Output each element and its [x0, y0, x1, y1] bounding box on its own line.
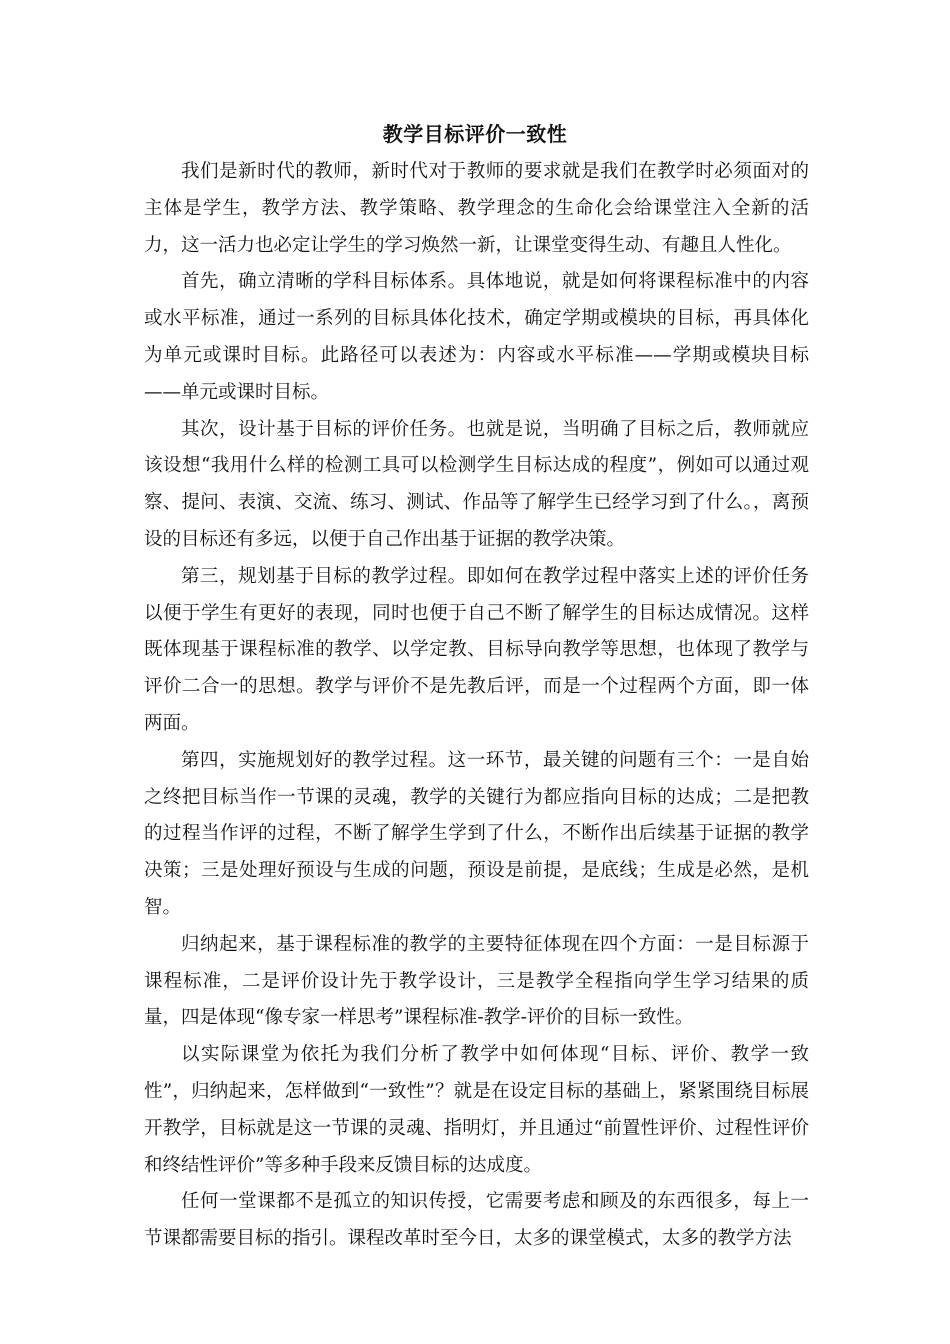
paragraph-third-step: 第三，规划基于目标的教学过程。即如何在教学过程中落实上述的评价任务以便于学生有更好的表现，同时也便于自己不断了解学生的目标达成情况。这样既体现基于课程标准的教学、以学定教、目标导向教学等思想，也体现了教学与评价二合一的思想。教学与评价不是先教后评，而是一个过程两个方面，即一体两面。 [144, 565, 809, 734]
paragraph-second-step: 其次，设计基于目标的评价任务。也就是说，当明确了目标之后，教师就应该设想“我用什么样的检测工具可以检测学生目标达成的程度”，例如可以通过观察、提问、表演、交流、练习、测试、作品等了解学生已经学习到了什么。，离预设的目标还有多远，以便于自己作出基于证据的教学决策。 [144, 418, 809, 550]
paragraph-closing: 任何一堂课都不是孤立的知识传授，它需要考虑和顾及的东西很多，每上一节课都需要目标的指引。课程改革时至今日，太多的课堂模式，太多的教学方法 [144, 1191, 809, 1250]
document-body [144, 154, 809, 1258]
paragraph-summary: 归纳起来，基于课程标准的教学的主要特征体现在四个方面：一是目标源于课程标准，二是评价设计先于教学设计，三是教学全程指向学生学习结果的质量，四是体现“像专家一样思考”课程标准-教学-评价的目标一致性。 [144, 933, 809, 1029]
paragraph-fourth-step: 第四，实施规划好的教学过程。这一环节，最关键的问题有三个：一是自始之终把目标当作一节课的灵魂，教学的关键行为都应指向目标的达成；二是把教的过程当作评的过程，不断了解学生学到了什么，不断作出后续基于证据的教学决策；三是处理好预设与生成的问题，预设是前提，是底线；生成是必然，是机智。 [144, 749, 809, 918]
paragraph-classroom-analysis: 以实际课堂为依托为我们分析了教学中如何体现“目标、评价、教学一致性”，归纳起来，怎样做到“一致性”？就是在设定目标的基础上，紧紧围绕目标展开教学，目标就是这一节课的灵魂、指明灯，并且通过“前置性评价、过程性评价和终结性评价”等多种手段来反馈目标的达成度。 [144, 1044, 809, 1176]
paragraph-first-step: 首先，确立清晰的学科目标体系。具体地说，就是如何将课程标准中的内容或水平标准，通过一系列的目标具体化技术，确定学期或模块的目标，再具体化为单元或课时目标。此路径可以表述为：内容或水平标准——学期或模块目标——单元或课时目标。 [144, 271, 809, 403]
paragraph-intro: 我们是新时代的教师，新时代对于教师的要求就是我们在教学时必须面对的主体是学生，教学方法、教学策略、教学理念的生命化会给课堂注入全新的活力，这一活力也必定让学生的学习焕然一新，让课堂变得生动、有趣且人性化。 [144, 161, 809, 256]
document-title: 教学目标评价一致性 [382, 122, 568, 146]
